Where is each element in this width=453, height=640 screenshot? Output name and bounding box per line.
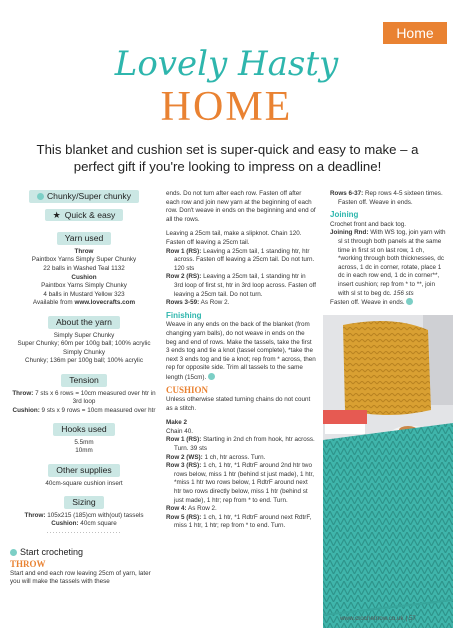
supplies-heading: Other supplies [48, 464, 119, 477]
yarn-ball-icon [10, 549, 17, 556]
supply-item: 40cm-square cushion insert [45, 479, 123, 487]
pattern-row: Row 4: As Row 2. [166, 505, 217, 513]
joining-column [330, 190, 446, 308]
footer: www.crochetnow.co.uk | 57 [340, 615, 416, 622]
pattern-row: Rows 6-37: Rep rows 4-5 sixteen times. Fasten off. Weave in ends. [330, 190, 443, 206]
intro-text: This blanket and cushion set is super-quick and easy to make – a perfect gift if you're looking to impress on a deadline! [36, 142, 419, 174]
end-marker-icon [208, 373, 215, 380]
hook-size: 5.5mm [74, 438, 94, 446]
pattern-row: Row 2 (WS): 1 ch, htr across. Turn. [166, 453, 266, 461]
weight-pill: Chunky/Super chunky [29, 190, 139, 203]
supplier-link[interactable]: www.lovecrafts.com [74, 299, 136, 307]
pattern-row: Joining Rnd: With WS tog, join yarn with sl st through both panels at the same time in first st on last row, 1 ch, *working through both thicknesses, dc across, 1 dc in corner, rotate, place 1 dc in each row end, 1 dc in corner**, insert cushion; rep from * to **, join with sl st to beg dc. 156 sts [330, 229, 446, 297]
paragraph: Leaving a 25cm tail, make a slipknot. Chain 120. Fasten off leaving a 25cm tail. [166, 230, 302, 246]
yarn-used-heading: Yarn used [57, 232, 112, 245]
materials-column [10, 190, 158, 587]
throw-yarn-line: 22 balls in Washed Teal 1132 [43, 264, 125, 272]
page-number: 57 [408, 615, 416, 622]
paragraph: Crochet front and back tog. [330, 220, 406, 228]
pattern-row: Row 1 (RS): Leaving a 25cm tail, 1 standing htr, htr across. Fasten off leaving a 25cm tail. Do not turn. 120 sts [166, 247, 315, 272]
difficulty-pill: ★ Quick & easy [45, 209, 124, 222]
sizing-throw: Throw: 105x215 (185)cm with(out) tassels [24, 511, 144, 519]
paragraph: Fasten off. Weave in ends. [330, 298, 446, 308]
blanket-cushion-photo [323, 315, 453, 628]
about-line: Super Chunky; 60m per 100g ball; 100% acrylic [17, 340, 151, 348]
pattern-row: Row 2 (RS): Leaving a 25cm tail, 1 standing htr in 3rd loop of first st, htr in 3rd loop across. Fasten off leaving a 25cm tail. Do not turn. [166, 273, 316, 298]
paragraph: Weave in any ends on the back of the blanket (from changing yarn balls), do not weave in ends on the beg and end of rows. Make the tassels, take the first 3 ends tog and tie a knot (tassel complete), *take the next 3 ends tog and tie a knot; rep from * across, then rep for opposite side. Trim all tassels to the same length (15cm). [166, 321, 316, 381]
section-tab: Home [383, 22, 447, 44]
cushion-yarn-line: 4 balls in Mustard Yellow 323 [43, 290, 125, 298]
pattern-row: Row 5 (RS): 1 ch, 1 htr, *1 RdtrF around next RdtrF, miss 1 htr, 1 htr; rep from * to end. Turn. [166, 513, 312, 530]
about-line: Chunky; 136m per 100g ball; 100% acrylic [25, 357, 143, 365]
throw-yarn-line: Paintbox Yarns Simply Super Chunky [31, 256, 137, 264]
joining-heading: Joining [330, 210, 359, 220]
page-title: HOME [160, 84, 293, 130]
about-line: Simply Chunky [63, 348, 105, 356]
sizing-heading: Sizing [64, 496, 103, 509]
hooks-heading: Hooks used [53, 423, 114, 436]
tension-heading: Tension [61, 374, 107, 387]
tension-cushion: Cushion: 9 sts x 9 rows = 10cm measured over htr [12, 406, 156, 414]
availability: Available from www.lovecrafts.com [32, 299, 136, 307]
photo-illustration [323, 315, 453, 628]
about-line: Simply Super Chunky [53, 331, 115, 339]
start-crocheting-heading: Start crocheting [10, 548, 158, 557]
paragraph: Chain 40. [166, 427, 193, 435]
pattern-column [166, 190, 316, 531]
pattern-row: Row 3 (RS): 1 ch, 1 htr, *1 RdtrF around 2nd htr two rows below, miss 1 htr (behind st just made), 1 htr, *miss 1 htr two rows below, 1 RdtrF around next htr two rows directly below, miss 1 htr (behind st just made), 1 htr; rep from * to end. Turn. [166, 462, 314, 504]
about-yarn-heading: About the yarn [48, 316, 120, 329]
cushion-section-heading: CUSHION [166, 385, 209, 396]
finishing-heading: Finishing [166, 310, 202, 320]
cushion-yarn-line: Paintbox Yarns Simply Chunky [41, 282, 127, 290]
star-icon: ★ [52, 209, 61, 220]
throw-section-heading: THROW [10, 559, 46, 570]
hook-size: 10mm [75, 447, 93, 455]
pattern-row: Row 1 (RS): Starting in 2nd ch from hook, htr across. Turn. 39 sts [166, 436, 315, 453]
throw-intro-text: Start and end each row leaving 25cm of yarn, later you will make the tassels with these [10, 569, 151, 586]
yarn-ball-icon [37, 193, 44, 200]
throw-subheading: Throw [74, 247, 94, 255]
make-count: Make 2 [166, 419, 188, 427]
divider: ························· [46, 530, 122, 537]
cushion-subheading: Cushion [71, 273, 97, 281]
end-marker-icon [406, 298, 413, 305]
title-script: Lovely Hasty [114, 44, 339, 84]
sizing-cushion: Cushion: 40cm square [51, 520, 117, 528]
website-url[interactable]: www.crochetnow.co.uk [340, 615, 404, 622]
pattern-row: Rows 3-59: As Row 2. [166, 299, 230, 307]
paragraph: Unless otherwise stated turning chains do not count as a stitch. [166, 396, 311, 412]
tension-throw: Throw: 7 sts x 6 rows = 10cm measured over htr in 3rd loop [12, 389, 156, 406]
paragraph: ends. Do not turn after each row. Fasten off after each row and join new yarn at the beginning of each row. Don't weave in ends on the beginning and end of all the rows. [166, 190, 316, 223]
